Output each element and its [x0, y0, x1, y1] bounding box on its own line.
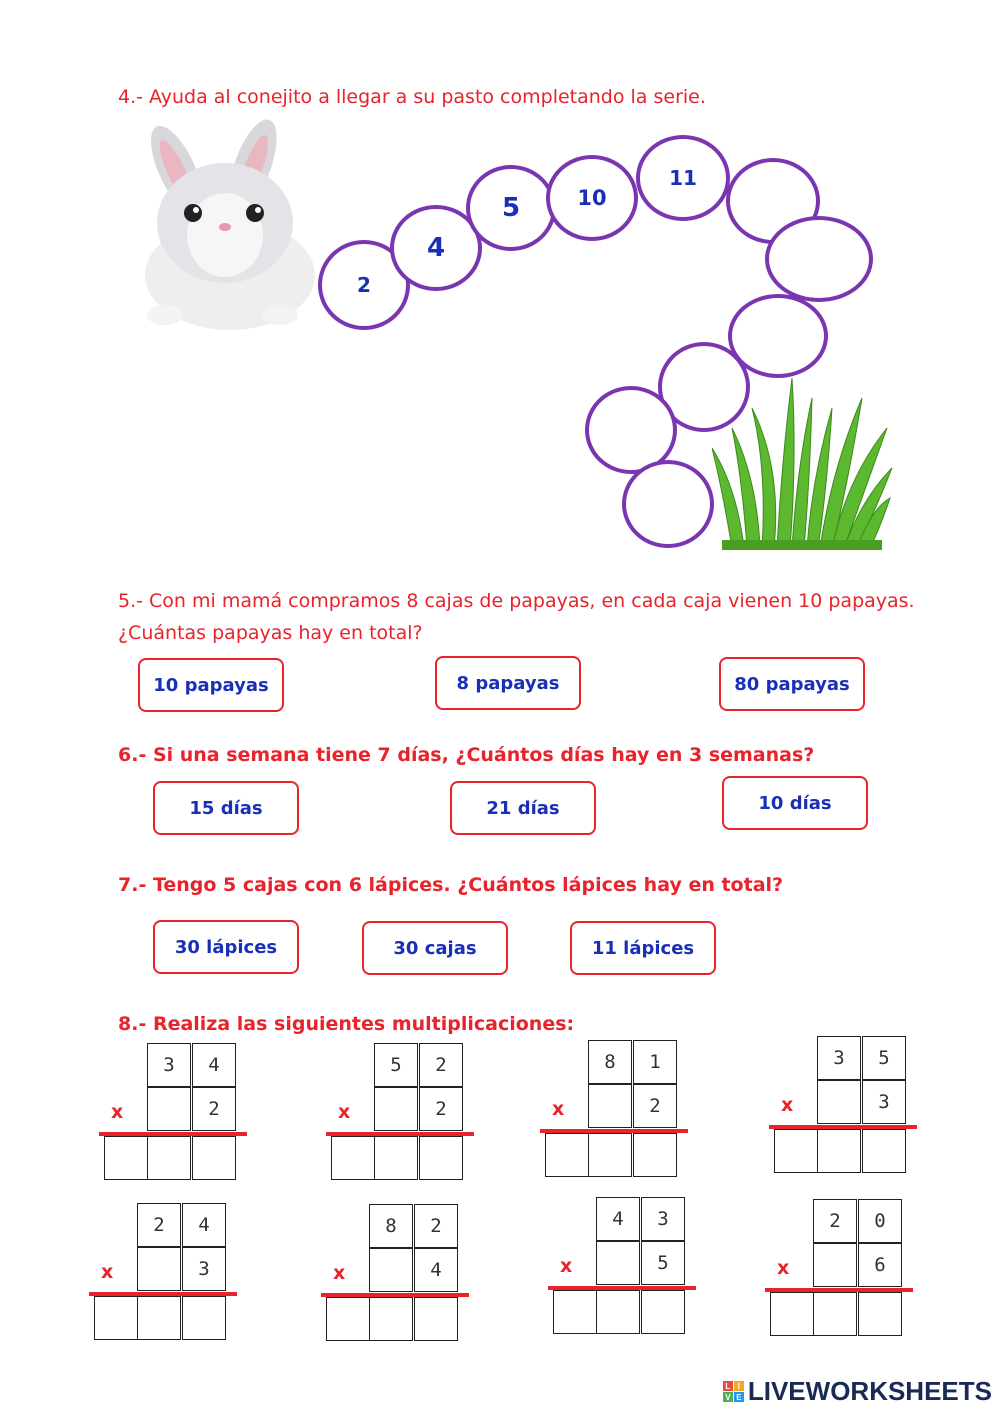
empty-cell [374, 1087, 418, 1131]
multiplier-digit: 2 [192, 1087, 236, 1131]
series-circle-11[interactable] [622, 460, 714, 548]
empty-cell [817, 1080, 861, 1124]
logo-letter: L [723, 1381, 733, 1391]
series-circle-4[interactable]: 10 [546, 155, 638, 241]
ones-digit: 1 [633, 1040, 677, 1084]
answer-cell-tens[interactable] [374, 1136, 418, 1180]
multiply-sign: x [777, 1257, 790, 1279]
bunny-image [135, 115, 325, 330]
answer-cell-tens[interactable] [817, 1129, 861, 1173]
multiplier-digit: 2 [419, 1087, 463, 1131]
q4-instruction: 4.- Ayuda al conejito a llegar a su pasto completando la serie. [118, 86, 706, 108]
series-circle-5[interactable]: 11 [636, 135, 730, 221]
series-circle-7[interactable] [765, 216, 873, 302]
empty-cell [588, 1084, 632, 1128]
ones-digit: 4 [192, 1043, 236, 1087]
multiplication-problem-1 [99, 1043, 249, 1173]
q7-option-2[interactable]: 30 cajas [362, 921, 508, 975]
answer-cell-tens[interactable] [588, 1133, 632, 1177]
answer-cell-hundreds[interactable] [770, 1292, 814, 1336]
answer-cell-ones[interactable] [862, 1129, 906, 1173]
liveworksheets-logo[interactable] [723, 1376, 992, 1407]
q6-question: 6.- Si una semana tiene 7 días, ¿Cuántos días hay en 3 semanas? [118, 744, 815, 766]
answer-cell-ones[interactable] [182, 1296, 226, 1340]
answer-cell-tens[interactable] [137, 1296, 181, 1340]
answer-cell-ones[interactable] [858, 1292, 902, 1336]
tens-digit: 2 [137, 1203, 181, 1247]
answer-cell-tens[interactable] [596, 1290, 640, 1334]
answer-cell-hundreds[interactable] [545, 1133, 589, 1177]
multiply-sign: x [338, 1101, 351, 1123]
multiply-sign: x [560, 1255, 573, 1277]
multiplication-problem-3 [540, 1040, 690, 1170]
answer-cell-ones[interactable] [414, 1297, 458, 1341]
multiplier-digit: 4 [414, 1248, 458, 1292]
multiply-sign: x [101, 1261, 114, 1283]
answer-cell-tens[interactable] [147, 1136, 191, 1180]
series-circle-2[interactable]: 4 [390, 205, 482, 291]
q5-option-1[interactable]: 10 papayas [138, 658, 284, 712]
q7-option-1[interactable]: 30 lápices [153, 920, 299, 974]
answer-cell-hundreds[interactable] [104, 1136, 148, 1180]
answer-cell-hundreds[interactable] [331, 1136, 375, 1180]
q5-line2: ¿Cuántas papayas hay en total? [118, 622, 423, 644]
q8-instruction: 8.- Realiza las siguientes multiplicaciones: [118, 1013, 575, 1035]
grass-image [712, 368, 894, 550]
q5-line1: 5.- Con mi mamá compramos 8 cajas de papayas, en cada caja vienen 10 papayas. [118, 590, 915, 612]
multiplication-problem-8 [765, 1199, 915, 1329]
multiplication-problem-5 [89, 1203, 239, 1333]
q6-option-1[interactable]: 15 días [153, 781, 299, 835]
multiplier-digit: 6 [858, 1243, 902, 1287]
answer-cell-ones[interactable] [633, 1133, 677, 1177]
empty-cell [596, 1241, 640, 1285]
answer-cell-ones[interactable] [419, 1136, 463, 1180]
multiplication-problem-6 [321, 1204, 471, 1334]
answer-cell-hundreds[interactable] [553, 1290, 597, 1334]
q7-option-3[interactable]: 11 lápices [570, 921, 716, 975]
answer-cell-ones[interactable] [192, 1136, 236, 1180]
tens-digit: 3 [147, 1043, 191, 1087]
logo-letter: E [734, 1392, 744, 1402]
multiply-sign: x [111, 1101, 124, 1123]
answer-cell-tens[interactable] [813, 1292, 857, 1336]
logo-letter: V [723, 1392, 733, 1402]
q6-option-2[interactable]: 21 días [450, 781, 596, 835]
answer-cell-tens[interactable] [369, 1297, 413, 1341]
ones-digit: 4 [182, 1203, 226, 1247]
liveworksheets-logo-icon [723, 1381, 744, 1402]
answer-cell-hundreds[interactable] [326, 1297, 370, 1341]
logo-letter: I [734, 1381, 744, 1391]
multiplication-problem-4 [769, 1036, 919, 1166]
multiplier-digit: 3 [862, 1080, 906, 1124]
empty-cell [813, 1243, 857, 1287]
q5-option-2[interactable]: 8 papayas [435, 656, 581, 710]
multiply-sign: x [552, 1098, 565, 1120]
empty-cell [137, 1247, 181, 1291]
answer-cell-hundreds[interactable] [94, 1296, 138, 1340]
series-circle-1[interactable]: 2 [318, 240, 410, 330]
tens-digit: 8 [588, 1040, 632, 1084]
multiplier-digit: 2 [633, 1084, 677, 1128]
ones-digit: 5 [862, 1036, 906, 1080]
empty-cell [147, 1087, 191, 1131]
ones-digit: 2 [419, 1043, 463, 1087]
tens-digit: 3 [817, 1036, 861, 1080]
series-circle-3[interactable]: 5 [466, 165, 556, 251]
multiply-sign: x [781, 1094, 794, 1116]
liveworksheets-brand-text: LIVEWORKSHEETS [747, 1376, 992, 1406]
ones-digit: 2 [414, 1204, 458, 1248]
multiplier-digit: 5 [641, 1241, 685, 1285]
q6-option-3[interactable]: 10 días [722, 776, 868, 830]
multiplication-problem-2 [326, 1043, 476, 1173]
answer-cell-hundreds[interactable] [774, 1129, 818, 1173]
q5-option-3[interactable]: 80 papayas [719, 657, 865, 711]
answer-cell-ones[interactable] [641, 1290, 685, 1334]
empty-cell [369, 1248, 413, 1292]
tens-digit: 5 [374, 1043, 418, 1087]
q7-question: 7.- Tengo 5 cajas con 6 lápices. ¿Cuántos lápices hay en total? [118, 874, 784, 896]
multiplier-digit: 3 [182, 1247, 226, 1291]
ones-digit: 3 [641, 1197, 685, 1241]
tens-digit: 8 [369, 1204, 413, 1248]
tens-digit: 4 [596, 1197, 640, 1241]
tens-digit: 2 [813, 1199, 857, 1243]
multiplication-problem-7 [548, 1197, 698, 1327]
multiply-sign: x [333, 1262, 346, 1284]
ones-digit: 0 [858, 1199, 902, 1243]
